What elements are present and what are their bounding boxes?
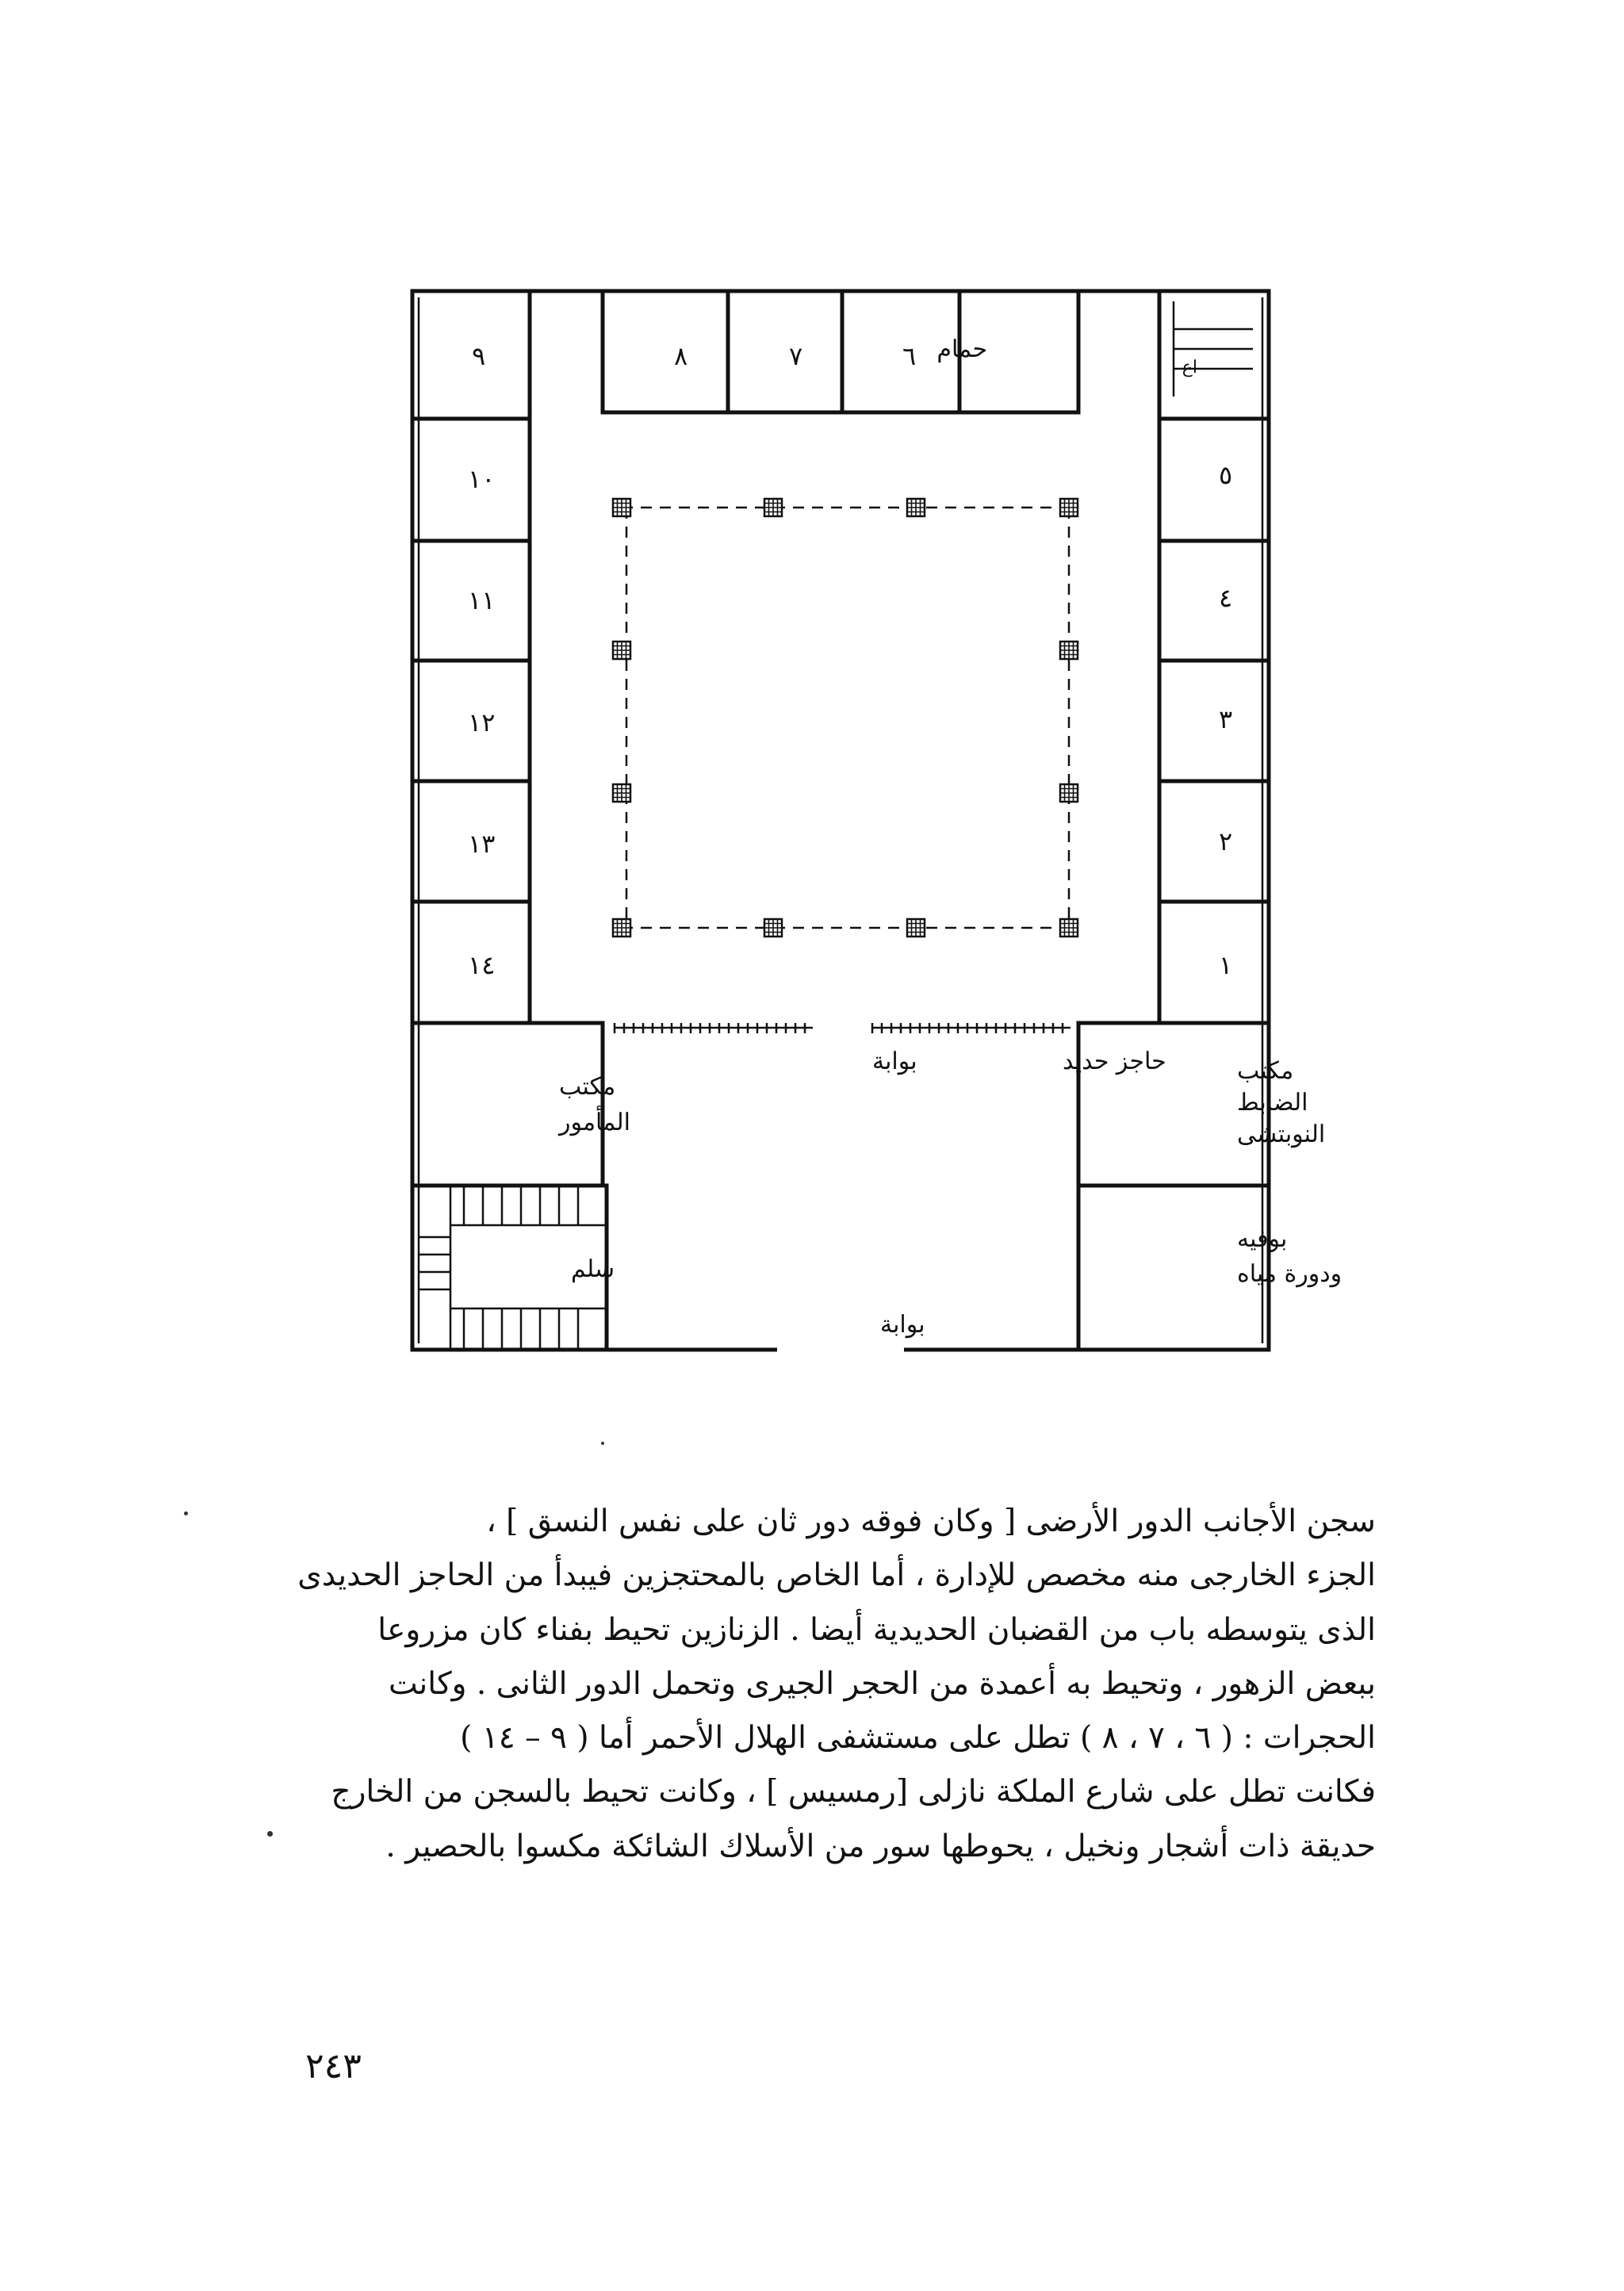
- pillars: [613, 499, 1078, 937]
- pillar: [1060, 919, 1078, 937]
- room-14: ١٤: [468, 950, 496, 980]
- room-3: ٣: [1219, 704, 1233, 734]
- stairs-label: سلم: [571, 1255, 615, 1283]
- body-line: الذى يتوسطه باب من القضبان الحديدية أيضا . الزنازين تحيط بفناء كان مزروعا: [377, 1611, 1376, 1648]
- pillar: [1060, 642, 1078, 659]
- buffet-line-1: بوفيه: [1237, 1225, 1288, 1253]
- right-cells: [1078, 291, 1269, 1023]
- room-12: ١٢: [468, 707, 496, 737]
- body-line: فكانت تطل على شارع الملكة نازلى [رمسيس ] ، وكانت تحيط بالسجن من الخارج: [331, 1774, 1376, 1810]
- room-8: ٨: [674, 341, 688, 371]
- inner-gate-label: بوابة: [872, 1048, 917, 1075]
- body-line: ببعض الزهور ، وتحيط به أعمدة من الحجر الجيرى وتحمل الدور الثانى . وكانت: [389, 1665, 1376, 1702]
- room-1: ١: [1219, 950, 1233, 980]
- page-number: ٢٤٣: [305, 2046, 362, 2086]
- courtyard: [622, 508, 1072, 928]
- room-9: ٩: [472, 341, 486, 371]
- stray-dot: [184, 1511, 188, 1515]
- pillar: [1060, 784, 1078, 802]
- body-line: حديقة ذات أشجار ونخيل ، يحوطها سور من الأسلاك الشائكة مكسوا بالحصير .: [385, 1828, 1376, 1864]
- pillar: [907, 499, 925, 516]
- body-line: سجن الأجانب الدور الأرضى [ وكان فوقه دور ثان على نفس النسق ] ،: [486, 1504, 1376, 1539]
- room-7: ٧: [789, 341, 803, 371]
- body-line: الجزء الخارجى منه مخصص للإدارة ، أما الخاص بالمحتجزين فيبدأ من الحاجز الحديدى: [297, 1557, 1376, 1594]
- stair-corner-label: اع: [1182, 358, 1197, 377]
- iron-barrier-label: حاجز حديد: [1063, 1048, 1166, 1075]
- pillar: [613, 642, 630, 659]
- room-10: ١٠: [468, 464, 496, 494]
- bath-label: حمام: [936, 335, 987, 363]
- warden-office-line-2: المأمور: [559, 1109, 631, 1136]
- room-5: ٥: [1219, 460, 1233, 490]
- outer-gate-label: بوابة: [880, 1311, 925, 1339]
- pillar: [613, 499, 630, 516]
- plan-labels: [468, 335, 1342, 1339]
- stray-dot: [601, 1442, 604, 1445]
- buffet-line-2: ودورة مياه: [1237, 1260, 1342, 1288]
- warden-office-line-1: مكتب: [559, 1073, 616, 1101]
- margin-dot: [267, 1831, 273, 1837]
- room-11: ١١: [468, 585, 496, 615]
- room-6: ٦: [902, 341, 917, 371]
- room-13: ١٣: [468, 829, 496, 859]
- pillar: [764, 499, 782, 516]
- room-2: ٢: [1219, 826, 1233, 856]
- pillar: [613, 784, 630, 802]
- iron-fence: [615, 1023, 1071, 1033]
- room-4: ٤: [1219, 583, 1233, 613]
- body-paragraph: [282, 1495, 1376, 1874]
- pillar: [613, 919, 630, 937]
- pillar: [1060, 499, 1078, 516]
- officer-office-line-1: مكتب: [1237, 1057, 1294, 1085]
- pillar: [764, 919, 782, 937]
- officer-office-line-3: النوبتشى: [1237, 1121, 1326, 1148]
- left-cells: [412, 291, 603, 1023]
- pillar: [907, 919, 925, 937]
- body-line: الحجرات : ( ٦ ، ٧ ، ٨ ) تطل على مستشفى الهلال الأحمر أما ( ٩ – ١٤ ): [460, 1720, 1376, 1756]
- officer-office-line-2: الضابط: [1237, 1089, 1308, 1117]
